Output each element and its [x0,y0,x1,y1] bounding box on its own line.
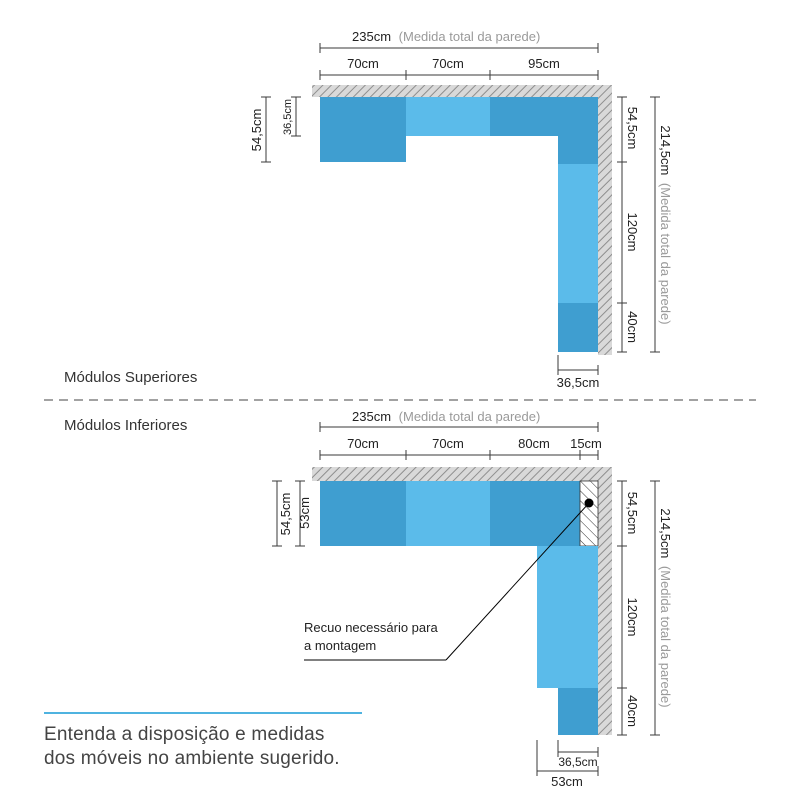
caption-group [44,712,362,769]
lower-section-title: Módulos Inferiores [64,417,188,434]
lower-wall-top [312,467,612,481]
upper-seg-2-label: 70cm [432,56,464,71]
lower-right-seg-1-label: 54,5cm [625,491,640,535]
lower-seg-1-label: 70cm [347,436,379,451]
upper-depth-inner-label: 36,5cm [282,98,294,136]
upper-module-1 [320,97,406,162]
caption-line-2: dos móveis no ambiente sugerido. [44,748,340,769]
lower-bottom-depth-1-label: 36,5cm [558,755,598,769]
lower-mounting-gap [580,481,598,546]
upper-total-width-note: (Medida total da parede) [398,29,541,44]
upper-right-total-note: (Medida total da parede) [658,182,673,325]
caption-line-1: Entenda a disposição e medidas [44,724,325,745]
upper-right-seg-2-label: 120cm [625,212,640,252]
upper-seg-1-label: 70cm [347,56,379,71]
upper-depth-outer-label: 54,5cm [249,108,264,152]
lower-right-total-note: (Medida total da parede) [658,565,673,708]
lower-bottom-depth-2-label: 53cm [551,774,583,789]
lower-total-width-note: (Medida total da parede) [398,409,541,424]
lower-right-total-value: 214,5cm [658,508,673,559]
upper-module-right-tall [558,164,598,303]
lower-total-width-label [352,409,540,424]
upper-total-width-value: 235cm [352,29,392,44]
lower-right-seg-3-label: 40cm [625,695,640,727]
callout-text-line-1: Recuo necessário para [304,620,438,635]
lower-module-right-tall [537,546,598,688]
upper-module-right-bottom [558,303,598,352]
upper-module-3 [490,97,598,136]
lower-seg-4-label: 15cm [570,436,602,451]
lower-wall-right [598,467,612,735]
lower-total-width-value: 235cm [352,409,392,424]
upper-seg-3-label: 95cm [528,56,560,71]
upper-total-width-label [352,29,540,44]
upper-section-title: Módulos Superiores [64,369,198,386]
lower-module-1 [320,481,406,546]
upper-right-seg-3-label: 40cm [625,311,640,343]
upper-module-2 [406,97,490,136]
lower-seg-2-label: 70cm [432,436,464,451]
lower-depth-inner-label: 53cm [297,497,312,529]
upper-right-seg-1-label: 54,5cm [625,106,640,150]
lower-right-seg-2-label: 120cm [625,597,640,637]
lower-right-total-label [658,508,673,707]
upper-modules-group [64,29,673,390]
lower-depth-outer-label: 54,5cm [278,492,293,536]
lower-seg-3-label: 80cm [518,436,550,451]
lower-module-right-bottom [558,688,598,735]
callout-text-line-2: a montagem [304,638,377,653]
upper-right-total-label [658,125,673,324]
upper-bottom-depth-label: 36,5cm [556,375,600,390]
upper-right-total-value: 214,5cm [658,125,673,176]
upper-module-corner [558,136,598,164]
caption-accent-rule [44,712,362,714]
lower-module-2 [406,481,490,546]
upper-wall-right [598,85,612,355]
lower-module-3 [490,481,580,546]
upper-wall-top [312,85,612,97]
